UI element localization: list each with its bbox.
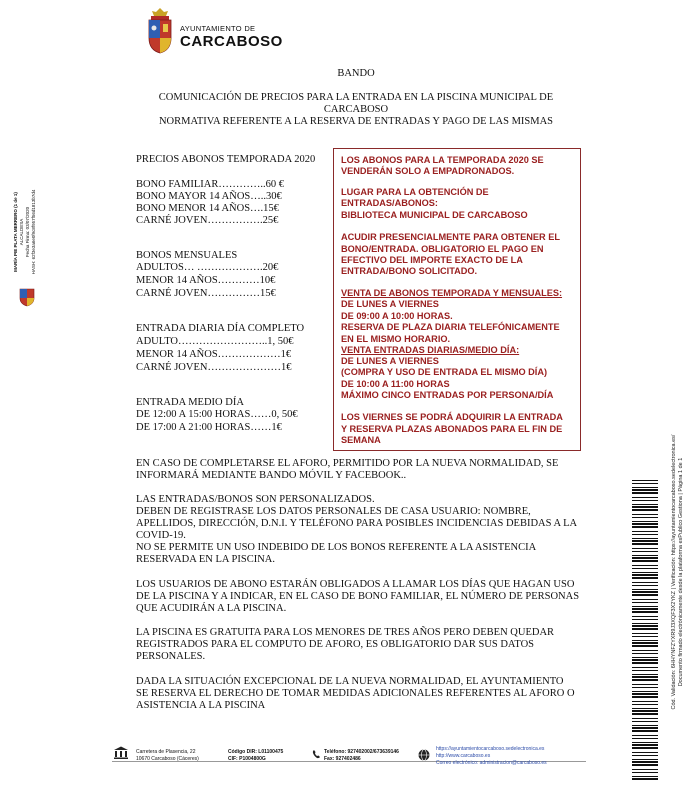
- barcode-bar: [632, 506, 658, 508]
- barcode-bar: [632, 582, 658, 583]
- barcode-bar: [632, 611, 658, 613]
- body-line: PERSONALES.: [136, 651, 206, 662]
- barcode-bar: [632, 718, 658, 719]
- stamp-line: MARÍA PIE PLATA MERRERO (1 de 1): [13, 192, 18, 272]
- notice-line: DE 10:00 A 11:00 HORAS: [341, 379, 450, 389]
- barcode-bar: [632, 500, 658, 501]
- body-line: LAS ENTRADAS/BONOS SON PERSONALIZADOS.: [136, 494, 375, 505]
- barcode-bar: [632, 657, 658, 658]
- barcode-bar: [632, 574, 658, 576]
- notice-line: ENTRADA/BONO SOLICITADO.: [341, 266, 478, 276]
- barcode-bar: [632, 738, 658, 739]
- price-line: CARNÉ JOVEN……………15€: [136, 288, 276, 299]
- body-line: DE LA PISCINA Y A INDICAR, EN EL CASO DE BONO FAMILIAR, EL NÚMERO DE PERSONAS: [136, 591, 580, 602]
- notice-line: LOS VIERNES SE PODRÁ ADQUIRIR LA ENTRADA: [341, 412, 563, 422]
- barcode-bar: [632, 560, 658, 562]
- barcode-bar: [632, 483, 658, 484]
- notice-line: (COMPRA Y USO DE ENTRADA EL MISMO DÍA): [341, 367, 548, 377]
- notice-line: BIBLIOTECA MUNICIPAL DE CARCABOSO: [341, 210, 528, 220]
- notice-line: DE LUNES A VIERNES: [341, 299, 439, 309]
- barcode-bar: [632, 636, 658, 637]
- barcode-bar: [632, 555, 658, 556]
- body-line: SE RESERVA EL DERECHO DE TOMAR MEDIDAS ADICIONALES REFERENTES AL AFORO O: [136, 688, 575, 699]
- body-line: DEBEN DE REGISTRASE LOS DATOS PERSONALES DE CASA USUARIO: NOMBRE,: [136, 506, 531, 517]
- barcode-bar: [632, 759, 658, 760]
- barcode-bar: [632, 721, 658, 722]
- stamp-line: ALCALDESA: [19, 218, 24, 246]
- barcode-bar: [632, 679, 658, 681]
- barcode-bar: [632, 557, 658, 559]
- barcode-bar: [632, 623, 658, 624]
- validation-strip-text: [671, 372, 685, 772]
- price-line: MENOR 14 AÑOS…………10€: [136, 275, 276, 286]
- footer-address-1: Carretera de Plasencia, 22: [136, 749, 196, 755]
- body-line: APELLIDOS, DIRECCIÓN, D.N.I. Y TELÉFONO PARA POSIBLES INCIDENCIAS DEBIDAS A LA: [136, 518, 578, 529]
- barcode-bar: [632, 572, 658, 573]
- barcode-bar: [632, 670, 658, 671]
- barcode-bar: [632, 640, 658, 641]
- notice-line: RESERVA DE PLAZA DIARIA TELEFÓNICAMENTE: [341, 322, 560, 332]
- barcode-bar: [632, 645, 658, 647]
- barcode-bar: [632, 565, 658, 566]
- price-line: CARNÉ JOVEN…………….25€: [136, 215, 279, 226]
- barcode-bar: [632, 531, 658, 532]
- barcode-bar: [632, 744, 658, 746]
- barcode-bar: [632, 761, 658, 763]
- barcode-icon: [632, 480, 658, 780]
- org-name-big: CARCABOSO: [180, 33, 283, 50]
- barcode-bar: [632, 708, 658, 709]
- barcode-bar: [632, 568, 658, 569]
- barcode-bar: [632, 589, 658, 590]
- barcode-bar: [632, 577, 658, 579]
- barcode-bar: [632, 653, 658, 654]
- body-line: COVID-19.: [136, 530, 186, 541]
- stamp-line: HASH: 62f3e3a6e0f9c8f957f56d1813b7d4: [31, 189, 36, 275]
- barcode-bar: [632, 497, 658, 498]
- barcode-bar: [632, 735, 658, 736]
- barcode-bar: [632, 602, 658, 603]
- notice-line: LOS ABONOS PARA LA TEMPORADA 2020 SE: [341, 155, 544, 165]
- barcode-bar: [632, 534, 658, 535]
- price-line: DE 17:00 A 21:00 HORAS……1€: [136, 422, 282, 433]
- stamp-line: Fecha Firma: 03/07/2020: [25, 206, 30, 258]
- globe-icon: [418, 749, 430, 761]
- barcode-bar: [632, 514, 658, 515]
- barcode-bar: [632, 642, 658, 644]
- barcode-bar: [632, 625, 658, 627]
- barcode-bar: [632, 619, 658, 620]
- barcode-bar: [632, 628, 658, 630]
- title-line-2: CARCABOSO: [323, 104, 389, 115]
- barcode-bar: [632, 725, 658, 726]
- notice-line: EFECTIVO DEL IMPORTE EXACTO DE LA: [341, 255, 523, 265]
- validation-line: Cód. Validación: 6HHYNFZYXR9J3XQF3X2YKZ | Verificación: https://ayuntamientocarcaboso.sedelectronica.es/: [671, 434, 677, 710]
- barcode-bar: [632, 691, 658, 692]
- barcode-bar: [632, 776, 658, 777]
- barcode-bar: [632, 684, 658, 685]
- notice-line: EN EL MISMO HORARIO.: [341, 334, 451, 344]
- barcode-bar: [632, 585, 658, 586]
- barcode-bar: [632, 517, 658, 518]
- body-line: NO SE PERMITE UN USO INDEBIDO DE LOS BONOS REFERENTE A LA ASISTENCIA: [136, 542, 537, 553]
- prices-heading: PRECIOS ABONOS TEMPORADA 2020: [136, 154, 316, 165]
- footer-fax: Fax: 927402486: [324, 756, 361, 762]
- barcode-bar: [632, 489, 658, 491]
- notice-line: SEMANA: [341, 435, 381, 445]
- barcode-bar: [632, 662, 658, 664]
- barcode-bar: [632, 594, 658, 596]
- barcode-bar: [632, 591, 658, 593]
- barcode-bar: [632, 676, 658, 678]
- footer-cif: CIF: P1004800G: [228, 756, 266, 762]
- footer-web-1[interactable]: https://ayuntamientocarcaboso.sedelectronica.es: [436, 746, 545, 752]
- barcode-bar: [632, 608, 658, 610]
- barcode-bar: [632, 667, 658, 668]
- barcode-bar: [632, 778, 658, 780]
- barcode-bar: [632, 730, 658, 732]
- validation-line: Documento firmado electrónicamente desde la plataforma esPublico Gestiona | Página 1 de 1: [678, 457, 684, 687]
- medio-heading: ENTRADA MEDIO DÍA: [136, 397, 244, 408]
- barcode-bar: [632, 504, 658, 505]
- footer-address-2: 10670 Carcaboso (Cáceres): [136, 756, 199, 762]
- price-line: MENOR 14 AÑOS………………1€: [136, 349, 292, 360]
- barcode-bar: [632, 487, 658, 488]
- notice-line: VENTA DE ABONOS TEMPORADA Y MENSUALES:: [341, 288, 563, 298]
- barcode-bar: [632, 747, 658, 749]
- barcode-bar: [632, 752, 658, 753]
- doc-type-title: BANDO: [337, 68, 375, 79]
- building-icon: [113, 746, 129, 759]
- body-line: RESERVADA EN LA PISCINA.: [136, 554, 275, 565]
- notice-line: Y RESERVA PLAZAS ABONADOS PARA EL FIN DE: [341, 424, 563, 434]
- body-line: LA PISCINA ES GRATUITA PARA LOS MENORES DE TRES AÑOS PERO DEBEN QUEDAR: [136, 627, 555, 638]
- price-line: BONO MAYOR 14 AÑOS…..30€: [136, 191, 282, 202]
- barcode-bar: [632, 713, 658, 715]
- org-name-small: AYUNTAMIENTO DE: [180, 24, 256, 33]
- barcode-bar: [632, 693, 658, 695]
- barcode-bar: [632, 674, 658, 675]
- body-line: QUE ACUDIRÁN A LA PISCINA.: [136, 603, 287, 614]
- barcode-bar: [632, 492, 658, 494]
- barcode-bar: [632, 551, 658, 552]
- barcode-bar: [632, 710, 658, 712]
- notice-line: DE 09:00 A 10:00 HORAS.: [341, 311, 453, 321]
- barcode-bar: [632, 772, 658, 773]
- notice-line: ACUDIR PRESENCIALMENTE PARA OBTENER EL: [341, 232, 560, 242]
- body-line: REGISTRADOS PARA EL COMPUTO DE AFORO, ES OBLIGATORIO DAR SUS DATOS: [136, 639, 535, 650]
- title-line-3: NORMATIVA REFERENTE A LA RESERVA DE ENTRADAS Y PAGO DE LAS MISMAS: [158, 116, 554, 127]
- barcode-bar: [632, 727, 658, 729]
- footer-web-2[interactable]: http://www.carcaboso.es: [436, 753, 491, 759]
- municipal-coat-of-arms: [146, 8, 174, 54]
- price-line: BONO MENOR 14 AÑOS….15€: [136, 203, 279, 214]
- barcode-bar: [632, 633, 658, 634]
- barcode-bar: [632, 764, 658, 766]
- title-line-1: COMUNICACIÓN DE PRECIOS PARA LA ENTRADA EN LA PISCINA MUNICIPAL DE: [158, 92, 554, 103]
- barcode-bar: [632, 704, 658, 705]
- small-coat-of-arms-icon: [18, 287, 36, 307]
- price-line: ADULTOS… ……………….20€: [136, 262, 279, 273]
- barcode-bar: [632, 769, 658, 770]
- notice-line: MÁXIMO CINCO ENTRADAS POR PERSONA/DÍA: [341, 390, 554, 400]
- barcode-bar: [632, 521, 658, 522]
- body-line: EN CASO DE COMPLETARSE EL AFORO, PERMITIDO POR LA NUEVA NORMALIDAD, SE: [136, 458, 559, 469]
- price-line: ADULTO……………………..1, 50€: [136, 336, 294, 347]
- notice-line: BONO/ENTRADA. OBLIGATORIO EL PAGO EN: [341, 244, 544, 254]
- barcode-bar: [632, 548, 658, 549]
- barcode-bar: [632, 659, 658, 661]
- footer-codigo-dir: Código DIR: L01100475: [228, 749, 284, 755]
- barcode-bar: [632, 755, 658, 756]
- barcode-bar: [632, 480, 658, 481]
- body-line: LOS USUARIOS DE ABONO ESTARÁN OBLIGADOS A LLAMAR LOS DÍAS QUE HAGAN USO: [136, 579, 575, 590]
- notice-line: ENTRADAS/ABONOS:: [341, 198, 438, 208]
- barcode-bar: [632, 523, 658, 525]
- footer-telefono: Teléfono: 927402002/673639146: [324, 749, 399, 755]
- body-line: DADA LA SITUACIÓN EXCEPCIONAL DE LA NUEVA NORMALIDAD, EL AYUNTAMIENTO: [136, 676, 564, 687]
- notice-line: VENTA ENTRADAS DIARIAS/MEDIO DÍA:: [341, 345, 520, 355]
- barcode-bar: [632, 696, 658, 698]
- barcode-bar: [632, 687, 658, 688]
- barcode-bar: [632, 538, 658, 539]
- barcode-bar: [632, 616, 658, 617]
- barcode-bar: [632, 599, 658, 600]
- price-line: DE 12:00 A 15:00 HORAS……0, 50€: [136, 409, 298, 420]
- barcode-bar: [632, 701, 658, 702]
- notice-line: DE LUNES A VIERNES: [341, 356, 439, 366]
- notice-line: LUGAR PARA LA OBTENCIÓN DE: [341, 187, 489, 197]
- barcode-bar: [632, 509, 658, 511]
- barcode-bar: [632, 606, 658, 607]
- phone-icon: [312, 749, 321, 759]
- notice-line: VENDERÁN SOLO A EMPADRONADOS.: [341, 166, 515, 176]
- barcode-bar: [632, 742, 658, 743]
- mensuales-heading: BONOS MENSUALES: [136, 250, 238, 261]
- body-line: ASISTENCIA A LA PISCINA: [136, 700, 266, 711]
- barcode-bar: [632, 650, 658, 651]
- footer-email[interactable]: Correo electrónico: administracion@carcaboso.es: [436, 760, 547, 766]
- barcode-bar: [632, 543, 658, 545]
- price-line: BONO FAMILIAR…………..60 €: [136, 179, 284, 190]
- barcode-bar: [632, 540, 658, 542]
- diaria-heading: ENTRADA DIARIA DÍA COMPLETO: [136, 323, 305, 334]
- barcode-bar: [632, 526, 658, 528]
- body-line: INFORMARÁ MEDIANTE BANDO MÓVIL Y FACEBOOK..: [136, 470, 407, 481]
- price-line: CARNÉ JOVEN…………………1€: [136, 362, 292, 373]
